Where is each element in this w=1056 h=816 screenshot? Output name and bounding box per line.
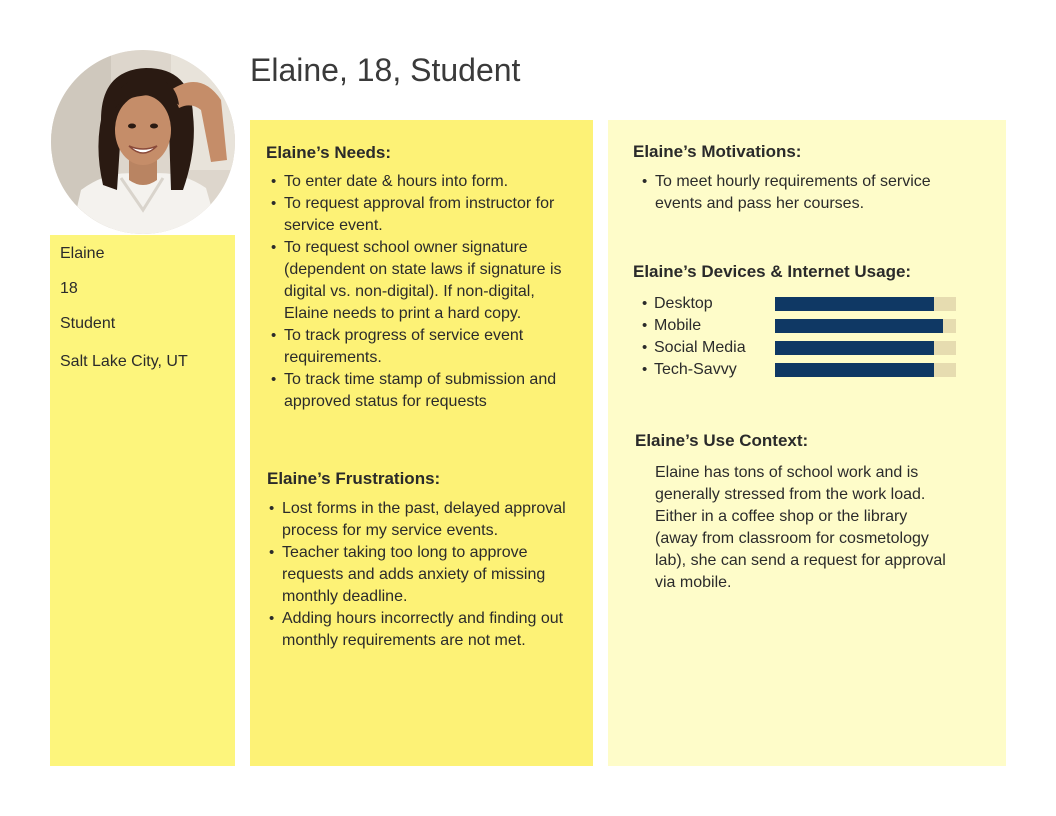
list-item: • To request approval from instructor for service event.: [268, 193, 578, 237]
usage-bar: [775, 319, 956, 333]
usage-bar-fill: [775, 363, 934, 377]
context-text: Elaine has tons of school work and is generally stressed from the work load. Either in a coffee shop or the library (away from classroom for cosmetology lab), she can send a request for approval via mobile.: [655, 464, 946, 591]
persona-name: Elaine: [60, 245, 105, 262]
device-row-desktop: [641, 293, 971, 315]
usage-bar: [775, 297, 956, 311]
list-item: • To enter date & hours into form.: [268, 171, 578, 193]
needs-list: [268, 171, 578, 413]
device-label: • Social Media: [641, 337, 746, 359]
list-item: • Adding hours incorrectly and finding out monthly requirements are not met.: [266, 608, 584, 652]
frustrations-heading: Elaine’s Frustrations:: [267, 469, 441, 488]
motivations-list: [639, 171, 939, 215]
motivations-heading: Elaine’s Motivations:: [633, 142, 802, 161]
avatar: [51, 50, 235, 234]
usage-bar: [775, 341, 956, 355]
list-item: • Lost forms in the past, delayed approval process for my service events.: [266, 498, 584, 542]
frustrations-list: [266, 498, 584, 652]
needs-heading: Elaine’s Needs:: [266, 143, 392, 162]
devices-heading: Elaine’s Devices & Internet Usage:: [633, 262, 912, 281]
device-row-mobile: [641, 315, 971, 337]
device-row-tech-savvy: [641, 359, 971, 381]
usage-bar-fill: [775, 319, 943, 333]
device-row-social-media: [641, 337, 971, 359]
list-item: • Teacher taking too long to approve requests and adds anxiety of missing monthly deadline.: [266, 542, 584, 608]
device-label: • Tech-Savvy: [641, 359, 737, 381]
device-label: • Mobile: [641, 315, 701, 337]
list-item: • To track time stamp of submission and approved status for requests: [268, 369, 578, 413]
persona-age: 18: [60, 280, 78, 297]
page-title: Elaine, 18, Student: [250, 52, 521, 88]
list-item: • To track progress of service event requirements.: [268, 325, 578, 369]
device-label: • Desktop: [641, 293, 713, 315]
portrait-icon: [51, 50, 235, 234]
context-heading: Elaine’s Use Context:: [635, 431, 809, 450]
usage-bar-fill: [775, 297, 934, 311]
list-item: • To meet hourly requirements of service events and pass her courses.: [639, 171, 939, 215]
persona-occupation: Student: [60, 315, 116, 332]
usage-bar: [775, 363, 956, 377]
list-item: • To request school owner signature (dependent on state laws if signature is digital vs. non-digital). If non-digital, Elaine needs to print a hard copy.: [268, 237, 578, 325]
persona-location: Salt Lake City, UT: [60, 353, 188, 370]
usage-bar-fill: [775, 341, 934, 355]
